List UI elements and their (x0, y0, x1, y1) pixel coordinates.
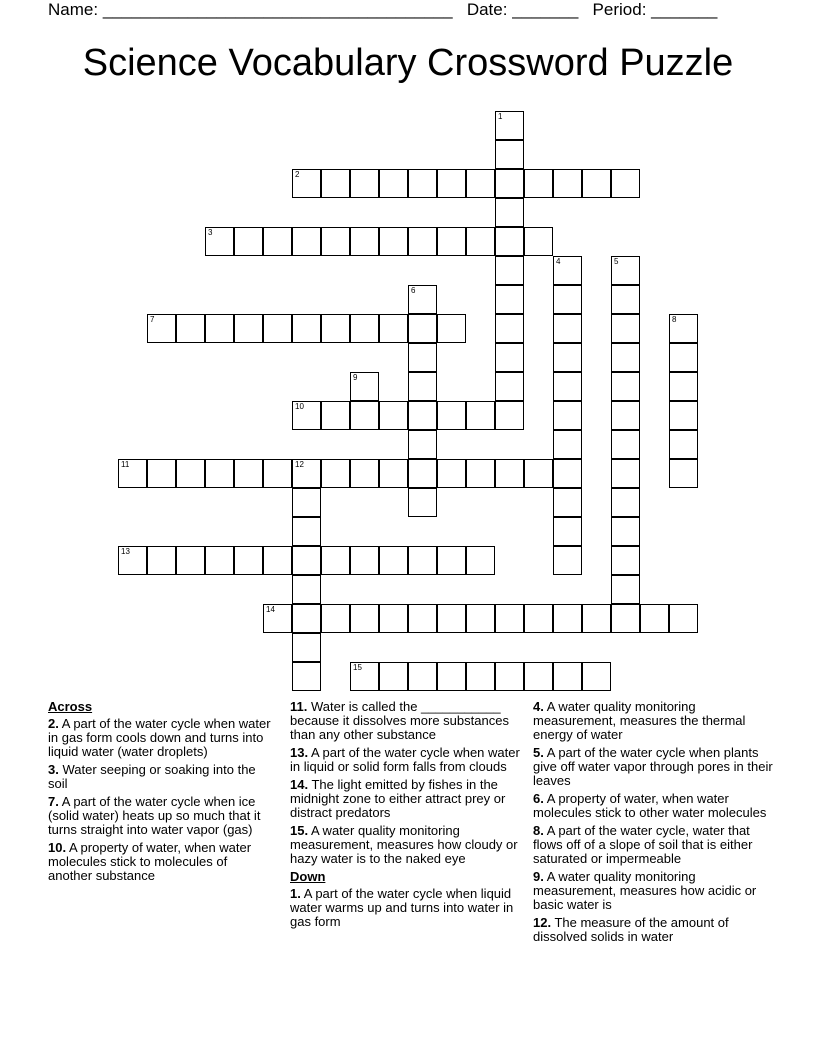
grid-cell[interactable] (553, 401, 582, 430)
grid-cell[interactable] (205, 227, 234, 256)
grid-cell[interactable] (147, 459, 176, 488)
down-clue (533, 792, 773, 820)
clue-number: 8 (672, 315, 677, 324)
grid-cell[interactable] (234, 227, 263, 256)
grid-cell[interactable] (350, 314, 379, 343)
across-clue (48, 763, 273, 791)
down-clue-list-continued (533, 700, 773, 944)
grid-cell[interactable] (437, 604, 466, 633)
grid-cell[interactable] (611, 459, 640, 488)
clue-number: 5 (614, 257, 619, 266)
clue-num: 12. (533, 915, 552, 930)
grid-cell[interactable] (524, 662, 553, 691)
clue-num: 6. (533, 791, 544, 806)
grid-cell[interactable] (495, 343, 524, 372)
grid-cell[interactable] (611, 372, 640, 401)
down-clue (533, 916, 773, 944)
down-clue (533, 824, 773, 866)
across-clue (48, 717, 273, 759)
grid-cell[interactable] (582, 662, 611, 691)
down-clue-list (290, 887, 522, 929)
grid-cell[interactable] (292, 488, 321, 517)
clue-text: A part of the water cycle when plants give off water vapor through pores in their leaves (533, 745, 773, 788)
clue-text: A water quality monitoring measurement, measures how cloudy or hazy water is to the naked eye (290, 823, 518, 866)
grid-cell[interactable] (350, 372, 379, 401)
across-clue-list-continued (290, 700, 522, 866)
clue-number: 3 (208, 228, 213, 237)
grid-cell[interactable] (553, 546, 582, 575)
grid-cell[interactable] (611, 285, 640, 314)
across-clue (290, 824, 522, 866)
clue-number: 4 (556, 257, 561, 266)
grid-cell[interactable] (350, 227, 379, 256)
grid-cell[interactable] (466, 459, 495, 488)
grid-cell[interactable] (437, 169, 466, 198)
grid-cell[interactable] (379, 604, 408, 633)
date-line[interactable]: _______ (512, 0, 579, 19)
across-clue (290, 746, 522, 774)
grid-cell[interactable] (524, 169, 553, 198)
grid-cell[interactable] (495, 140, 524, 169)
grid-cell[interactable] (466, 604, 495, 633)
grid-cell[interactable] (669, 343, 698, 372)
grid-cell[interactable] (321, 314, 350, 343)
grid-cell[interactable] (263, 314, 292, 343)
grid-cell[interactable] (466, 401, 495, 430)
grid-cell[interactable] (495, 662, 524, 691)
clue-num: 2. (48, 716, 59, 731)
clues-column-1 (48, 700, 273, 887)
grid-cell[interactable] (379, 546, 408, 575)
grid-cell[interactable] (611, 488, 640, 517)
across-clue-list (48, 717, 273, 883)
across-heading: Across (48, 699, 93, 714)
grid-cell[interactable] (495, 285, 524, 314)
grid-cell[interactable] (553, 517, 582, 546)
grid-cell[interactable] (553, 488, 582, 517)
down-clue (533, 746, 773, 788)
grid-cell[interactable] (408, 430, 437, 459)
across-clue (290, 778, 522, 820)
grid-cell[interactable] (263, 604, 292, 633)
grid-cell[interactable] (495, 604, 524, 633)
across-clue (290, 700, 522, 742)
grid-cell[interactable] (321, 459, 350, 488)
grid-cell[interactable] (379, 662, 408, 691)
grid-cell[interactable] (553, 372, 582, 401)
clue-text: Water seeping or soaking into the soil (48, 762, 256, 791)
grid-cell[interactable] (495, 111, 524, 140)
grid-cell[interactable] (611, 314, 640, 343)
grid-cell[interactable] (292, 662, 321, 691)
grid-cell[interactable] (321, 546, 350, 575)
clue-number: 13 (121, 547, 130, 556)
clue-number: 11 (121, 460, 130, 469)
grid-cell[interactable] (176, 546, 205, 575)
grid-cell[interactable] (408, 285, 437, 314)
clue-number: 7 (150, 315, 155, 324)
grid-cell[interactable] (408, 459, 437, 488)
clue-text: A part of the water cycle when water in gas form cools down and turns into liquid water (water droplets) (48, 716, 271, 759)
grid-cell[interactable] (408, 604, 437, 633)
grid-cell[interactable] (466, 546, 495, 575)
grid-cell[interactable] (437, 546, 466, 575)
grid-cell[interactable] (292, 169, 321, 198)
grid-cell[interactable] (321, 401, 350, 430)
grid-cell[interactable] (292, 314, 321, 343)
grid-cell[interactable] (495, 314, 524, 343)
clue-num: 3. (48, 762, 59, 777)
grid-cell[interactable] (553, 169, 582, 198)
clues-column-3 (533, 700, 773, 948)
down-heading: Down (290, 869, 326, 884)
grid-cell[interactable] (466, 662, 495, 691)
grid-cell[interactable] (669, 372, 698, 401)
grid-cell[interactable] (553, 285, 582, 314)
grid-cell[interactable] (437, 459, 466, 488)
grid-cell[interactable] (350, 401, 379, 430)
clues-column-2 (290, 700, 522, 933)
grid-cell[interactable] (234, 546, 263, 575)
grid-cell[interactable] (350, 459, 379, 488)
grid-cell[interactable] (263, 227, 292, 256)
grid-cell[interactable] (669, 430, 698, 459)
clue-num: 4. (533, 699, 544, 714)
grid-cell[interactable] (466, 227, 495, 256)
grid-cell[interactable] (611, 256, 640, 285)
grid-cell[interactable] (524, 604, 553, 633)
grid-cell[interactable] (118, 459, 147, 488)
grid-cell[interactable] (292, 517, 321, 546)
grid-cell[interactable] (524, 459, 553, 488)
grid-cell[interactable] (147, 314, 176, 343)
grid-cell[interactable] (524, 227, 553, 256)
grid-cell[interactable] (408, 488, 437, 517)
name-line[interactable]: _____________________________________ (102, 0, 453, 19)
grid-cell[interactable] (408, 662, 437, 691)
grid-cell[interactable] (582, 604, 611, 633)
grid-cell[interactable] (350, 662, 379, 691)
grid-cell[interactable] (379, 227, 408, 256)
clue-num: 9. (533, 869, 544, 884)
grid-cell[interactable] (611, 343, 640, 372)
grid-cell[interactable] (321, 227, 350, 256)
grid-cell[interactable] (495, 401, 524, 430)
grid-cell[interactable] (669, 401, 698, 430)
grid-cell[interactable] (379, 459, 408, 488)
clue-text: A part of the water cycle, water that flows off of a slope of soil that is either saturated or impermeable (533, 823, 753, 866)
grid-cell[interactable] (408, 169, 437, 198)
grid-cell[interactable] (292, 633, 321, 662)
grid-cell[interactable] (147, 546, 176, 575)
clue-text: Water is called the ___________ because it dissolves more substances than any other substance (290, 699, 509, 742)
clue-num: 13. (290, 745, 309, 760)
clue-number: 1 (498, 112, 503, 121)
grid-cell[interactable] (263, 459, 292, 488)
grid-cell[interactable] (350, 169, 379, 198)
grid-cell[interactable] (553, 343, 582, 372)
clue-text: A property of water, when water molecules stick to other water molecules (533, 791, 767, 820)
grid-cell[interactable] (321, 169, 350, 198)
clue-num: 11. (290, 699, 308, 714)
clue-num: 15. (290, 823, 309, 838)
grid-cell[interactable] (234, 314, 263, 343)
grid-cell[interactable] (408, 314, 437, 343)
clue-text: A part of the water cycle when water in liquid or solid form falls from clouds (290, 745, 520, 774)
grid-cell[interactable] (379, 401, 408, 430)
across-clue (48, 841, 273, 883)
down-clue (533, 700, 773, 742)
grid-cell[interactable] (553, 459, 582, 488)
grid-cell[interactable] (292, 227, 321, 256)
grid-cell[interactable] (669, 604, 698, 633)
period-label: Period: (592, 0, 647, 19)
grid-cell[interactable] (495, 169, 524, 198)
grid-cell[interactable] (292, 459, 321, 488)
grid-cell[interactable] (292, 604, 321, 633)
grid-cell[interactable] (437, 227, 466, 256)
grid-cell[interactable] (350, 546, 379, 575)
grid-cell[interactable] (553, 604, 582, 633)
grid-cell[interactable] (321, 604, 350, 633)
grid-cell[interactable] (669, 459, 698, 488)
down-clue (290, 887, 522, 929)
across-clue (48, 795, 273, 837)
grid-cell[interactable] (408, 372, 437, 401)
grid-cell[interactable] (611, 575, 640, 604)
clue-text: The light emitted by fishes in the midnight zone to either attract prey or distract predators (290, 777, 506, 820)
grid-cell[interactable] (408, 546, 437, 575)
period-line[interactable]: _______ (651, 0, 718, 19)
grid-cell[interactable] (611, 517, 640, 546)
grid-cell[interactable] (408, 343, 437, 372)
grid-cell[interactable] (495, 198, 524, 227)
grid-cell[interactable] (205, 314, 234, 343)
grid-cell[interactable] (437, 662, 466, 691)
grid-cell[interactable] (408, 401, 437, 430)
grid-cell[interactable] (292, 575, 321, 604)
grid-cell[interactable] (611, 430, 640, 459)
clue-number: 6 (411, 286, 416, 295)
grid-cell[interactable] (495, 372, 524, 401)
grid-cell[interactable] (118, 546, 147, 575)
clue-text: A water quality monitoring measurement, measures how acidic or basic water is (533, 869, 757, 912)
grid-cell[interactable] (350, 604, 379, 633)
clue-number: 2 (295, 170, 300, 179)
date-label: Date: (466, 0, 508, 19)
grid-cell[interactable] (234, 459, 263, 488)
grid-cell[interactable] (176, 459, 205, 488)
grid-cell[interactable] (611, 401, 640, 430)
grid-cell[interactable] (205, 459, 234, 488)
clue-text: A part of the water cycle when liquid water warms up and turns into water in gas form (290, 886, 514, 929)
grid-cell[interactable] (553, 430, 582, 459)
grid-cell[interactable] (176, 314, 205, 343)
grid-cell[interactable] (495, 256, 524, 285)
clue-number: 15 (353, 663, 362, 672)
down-clue (533, 870, 773, 912)
name-label: Name: (48, 0, 99, 19)
grid-cell[interactable] (582, 169, 611, 198)
grid-cell[interactable] (292, 401, 321, 430)
clue-text: The measure of the amount of dissolved solids in water (533, 915, 729, 944)
grid-cell[interactable] (611, 169, 640, 198)
grid-cell[interactable] (379, 169, 408, 198)
grid-cell[interactable] (495, 227, 524, 256)
grid-cell[interactable] (553, 662, 582, 691)
grid-cell[interactable] (611, 604, 640, 633)
grid-cell[interactable] (466, 169, 495, 198)
grid-cell[interactable] (263, 546, 292, 575)
grid-cell[interactable] (437, 401, 466, 430)
grid-cell[interactable] (495, 459, 524, 488)
clue-num: 5. (533, 745, 544, 760)
grid-cell[interactable] (640, 604, 669, 633)
grid-cell[interactable] (205, 546, 234, 575)
clue-num: 7. (48, 794, 59, 809)
clue-number: 9 (353, 373, 358, 382)
clue-text: A property of water, when water molecules stick to molecules of another substance (48, 840, 252, 883)
clue-text: A water quality monitoring measurement, measures the thermal energy of water (533, 699, 746, 742)
grid-cell[interactable] (437, 314, 466, 343)
page-title: Science Vocabulary Crossword Puzzle (82, 42, 734, 84)
grid-cell[interactable] (669, 314, 698, 343)
grid-cell[interactable] (611, 546, 640, 575)
clue-number: 10 (295, 402, 304, 411)
clue-num: 14. (290, 777, 309, 792)
grid-cell[interactable] (553, 314, 582, 343)
clue-number: 12 (295, 460, 304, 469)
grid-cell[interactable] (553, 256, 582, 285)
clue-number: 14 (266, 605, 275, 614)
grid-cell[interactable] (408, 227, 437, 256)
clue-num: 1. (290, 886, 301, 901)
clue-text: A part of the water cycle when ice (solid water) heats up so much that it turns straight into water vapor (gas) (48, 794, 261, 837)
clue-num: 10. (48, 840, 67, 855)
clue-num: 8. (533, 823, 544, 838)
grid-cell[interactable] (379, 314, 408, 343)
grid-cell[interactable] (292, 546, 321, 575)
